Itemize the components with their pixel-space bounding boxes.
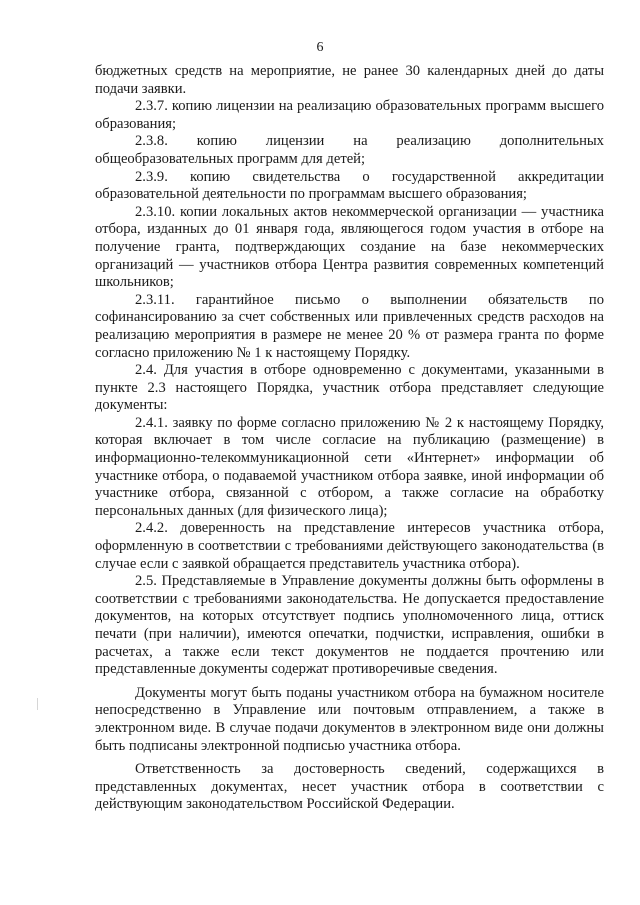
paragraph-number: 2.5. xyxy=(135,573,157,590)
paragraph-number: 2.3.9. xyxy=(135,168,168,185)
paragraph-number: 2.3.10. xyxy=(135,203,176,220)
paragraph-text: копию лицензии на реализацию дополнительных общеобразовательных программ для детей; xyxy=(95,133,604,167)
paragraph-responsibility xyxy=(95,761,604,814)
paragraph-number: 2.4. xyxy=(135,362,157,379)
paragraph-2-3-7 xyxy=(95,98,604,133)
paragraph-2-3-9 xyxy=(95,169,604,204)
paragraph-text: бюджетных средств на мероприятие, не ранее 30 календарных дней до даты подачи заявки. xyxy=(95,63,604,97)
paragraph-2-4 xyxy=(95,362,604,415)
scan-margin-mark xyxy=(37,698,38,710)
paragraph-2-5 xyxy=(95,573,604,679)
paragraph-2-4-2 xyxy=(95,520,604,573)
document-body xyxy=(95,63,604,814)
paragraph-text: Документы могут быть поданы участником отбора на бумажном носителе непосредственно в Управление или почтовым отправлением, а также в электронном виде. В случае подачи документов в электронном виде они должны быть подписаны электронной подписью участника отбора. xyxy=(95,684,604,754)
paragraph-submission-methods xyxy=(95,685,604,755)
paragraph-2-3-8 xyxy=(95,133,604,168)
paragraph-2-3-10 xyxy=(95,204,604,292)
paragraph-text: заявку по форме согласно приложению № 2 к настоящему Порядку, которая включает в том числе согласие на публикацию (размещение) в информационно-телекоммуникационной сети «Интернет» информации об участнике отбора, о подаваемой участником отбора заявке, иной информации об участнике отбора, связанной с отбором, а также согласие на обработку персональных данных (для физического лица); xyxy=(95,414,604,519)
paragraph-text: Ответственность за достоверность сведений, содержащихся в представленных документах, несет участник отбора в соответствии с действующим законодательством Российской Федерации. xyxy=(95,761,604,813)
paragraph-2-4-1 xyxy=(95,415,604,521)
paragraph-text: копию свидетельства о государственной аккредитации образовательной деятельности по программам высшего образования; xyxy=(95,168,604,203)
paragraph-number: 2.3.7. xyxy=(135,98,168,115)
paragraph-text: гарантийное письмо о выполнении обязательств по софинансированию за счет собственных или привлеченных средств расходов на реализацию мероприятия в размере не менее 20 % от размера гранта по форме согласно приложению № 1 к настоящему Порядку. xyxy=(95,291,604,361)
paragraph-number: 2.3.8. xyxy=(135,133,168,150)
paragraph-text: копию лицензии на реализацию образовательных программ высшего образования; xyxy=(95,98,604,132)
paragraph-number: 2.4.1. xyxy=(135,414,168,431)
paragraph-2-3-11 xyxy=(95,292,604,362)
paragraph-number: 2.3.11. xyxy=(135,291,175,308)
paragraph-text: Представляемые в Управление документы должны быть оформлены в соответствии с требованиями законодательства. Не допускается предоставление документов, на которых отсутствует подпись уполномоченного лица, оттиск печати (при наличии), имеются опечатки, подчистки, исправления, ошибки в расчетах, а также если текст документов не поддается прочтению или представленные документы содержат противоречивые сведения. xyxy=(95,573,604,678)
paragraph-text: Для участия в отборе одновременно с документами, указанными в пункте 2.3 настоящего Порядка, участник отбора представляет следующие документы: xyxy=(95,362,604,414)
paragraph-number: 2.4.2. xyxy=(135,520,168,537)
paragraph-continuation xyxy=(95,63,604,98)
paragraph-text: доверенность на представление интересов участника отбора, оформленную в соответствии с требованиями действующего законодательства (в случае если с заявкой обращается представитель участника отбора). xyxy=(95,520,604,572)
page-number: 6 xyxy=(316,40,324,55)
paragraph-text: копии локальных актов некоммерческой организации — участника отбора, изданных до 01 января года, являющегося годом участия в отборе на получение гранта, подтверждающих создание на базе некоммерческих организаций — участников отбора Центра развития современных компетенций школьников; xyxy=(95,203,604,291)
